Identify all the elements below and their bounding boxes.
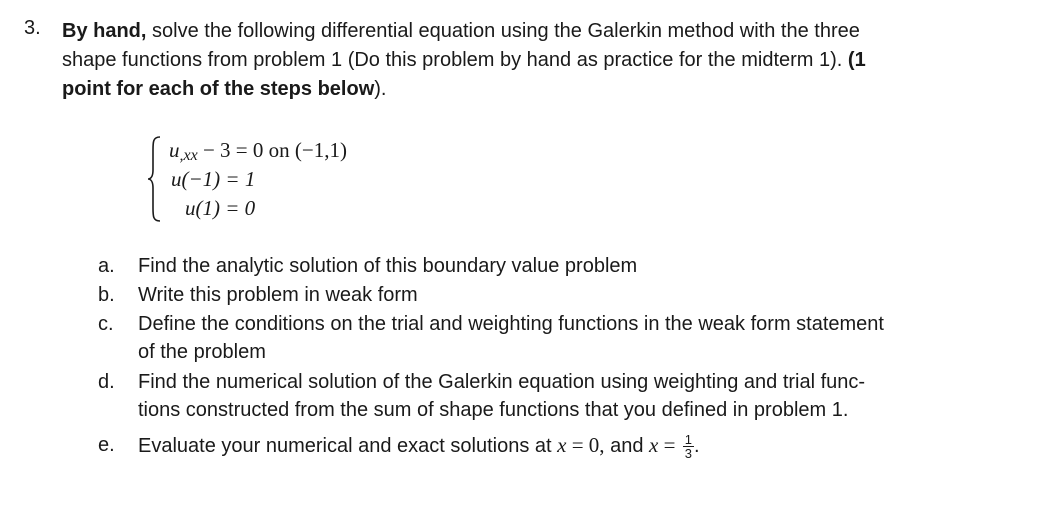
list-item-c [98,310,1048,366]
by-hand-label: By hand, [62,20,147,42]
item-label: c. [98,313,114,335]
item-label: a. [98,255,115,277]
left-brace-icon [147,136,161,222]
equation-ode: u,xx − 3 = 0 on (−1,1) [169,138,347,164]
item-text: Evaluate your numerical and exact solutions at x = 0, and x = $\frac{1}{3}$ . [138,432,700,462]
intro-text-2: shape functions from problem 1 (Do this problem by hand as practice for the midterm 1). [62,49,848,71]
intro-text-1: solve the following differential equation using the Galerkin method with the three [146,20,860,42]
item-label: d. [98,371,115,393]
problem-number: 3. [24,17,41,39]
list-item-d [98,368,1048,424]
equation-bc-left: u(−1) = 1 [171,167,256,191]
item-text: Define the conditions on the trial and weighting functions in the weak form statement [138,313,884,335]
item-text-continued: tions constructed from the sum of shape functions that you defined in problem 1. [138,399,849,421]
item-label: b. [98,284,115,306]
intro-close: ). [374,78,387,100]
item-text: Find the analytic solution of this boundary value problem [138,255,638,277]
equation-system [147,134,447,226]
item-label: e. [98,434,115,456]
problem-intro-line-1 [62,17,860,45]
item-text-continued: of the problem [138,341,266,363]
problem-intro-line-3 [62,75,386,103]
item-text: Find the numerical solution of the Galerkin equation using weighting and trial func- [138,371,866,393]
problem-intro-line-2 [62,46,866,74]
points-note-1: (1 [847,49,866,71]
item-text: Write this problem in weak form [138,284,418,306]
points-note-2: point for each of the steps below [62,78,375,100]
fraction-one-third: $\frac{1}{3}$ [684,432,692,462]
equation-bc-right: u(1) = 0 [185,196,256,220]
